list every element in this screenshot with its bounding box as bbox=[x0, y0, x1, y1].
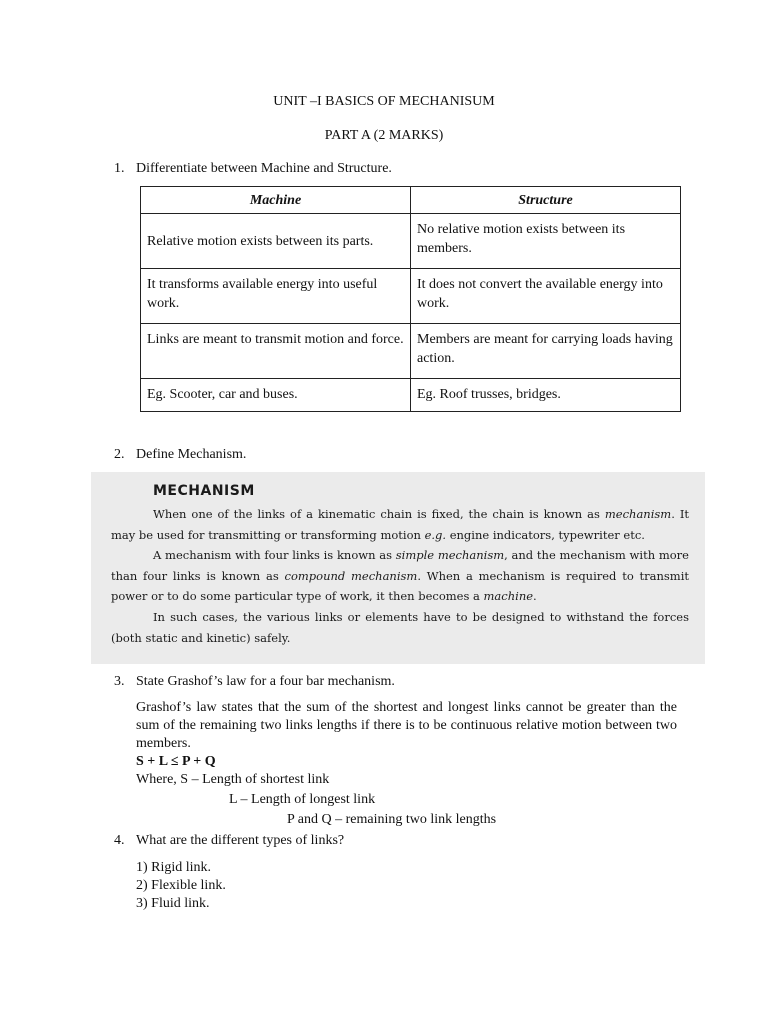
where-p-q: P and Q – remaining two link lengths bbox=[287, 812, 497, 827]
table-row bbox=[141, 379, 681, 412]
question-2-text: Define Mechanism. bbox=[136, 447, 247, 462]
question-3-number: 3. bbox=[114, 674, 125, 689]
question-1 bbox=[114, 161, 392, 177]
table-cell: No relative motion exists between its members. bbox=[411, 214, 681, 269]
mechanism-definition-box bbox=[91, 472, 705, 664]
mechanism-paragraph-3: In such cases, the various links or elements have to be designed to withstand the forces (both static and kinetic) safely. bbox=[111, 610, 689, 645]
list-item: 1) Rigid link. bbox=[136, 860, 212, 875]
where-shortest: Where, S – Length of shortest link bbox=[136, 772, 330, 787]
table-cell: Members are meant for carrying loads having action. bbox=[411, 324, 681, 379]
list-item: 2) Flexible link. bbox=[136, 878, 226, 893]
unit-title: UNIT –I BASICS OF MECHANISUM bbox=[273, 94, 495, 109]
term-compound-mechanism: compound mechanism bbox=[284, 568, 418, 583]
mechanism-paragraph-1: When one of the links of a kinematic chain is fixed, the chain is known as mechanism. It may be used for transmitting or transforming motion e.g. engine indicators, typewriter etc. bbox=[111, 507, 689, 542]
comparison-table bbox=[140, 186, 681, 412]
where-longest: L – Length of longest link bbox=[229, 792, 376, 807]
question-3 bbox=[114, 674, 395, 690]
question-4-number: 4. bbox=[114, 833, 125, 848]
question-1-number: 1. bbox=[114, 161, 125, 176]
table-header-structure: Structure bbox=[411, 187, 681, 214]
table-cell: Eg. Roof trusses, bridges. bbox=[411, 379, 681, 412]
question-2-number: 2. bbox=[114, 447, 125, 462]
table-cell: Links are meant to transmit motion and force. bbox=[141, 324, 411, 379]
table-cell: It transforms available energy into useful work. bbox=[141, 269, 411, 324]
grashof-formula: S + L ≤ P + Q bbox=[136, 754, 216, 769]
link-type-list bbox=[136, 859, 226, 913]
question-4 bbox=[114, 833, 344, 849]
table-header-machine: Machine bbox=[141, 187, 411, 214]
question-1-text: Differentiate between Machine and Structure. bbox=[136, 161, 392, 176]
term-mechanism: mechanism bbox=[604, 507, 672, 521]
question-3-text: State Grashof’s law for a four bar mechanism. bbox=[136, 674, 395, 689]
table-cell: It does not convert the available energy into work. bbox=[411, 269, 681, 324]
list-item: 3) Fluid link. bbox=[136, 896, 210, 911]
mechanism-heading: MECHANISM bbox=[153, 483, 255, 499]
mechanism-paragraph-2: A mechanism with four links is known as simple mechanism, and the mechanism with more than four links is known as compound mechanism. When a mechanism is required to transmit power or to do some particular type of work, it then becomes a machine. bbox=[111, 548, 689, 603]
grashof-law-answer: Grashof’s law states that the sum of the shortest and longest links cannot be greater than the sum of the remaining two links lengths if there is to be continuous relative motion between two members. bbox=[136, 700, 677, 751]
question-4-text: What are the different types of links? bbox=[136, 833, 345, 848]
table-row bbox=[141, 269, 681, 324]
term-machine: machine bbox=[483, 589, 534, 603]
table-cell: Eg. Scooter, car and buses. bbox=[141, 379, 411, 412]
table-row bbox=[141, 324, 681, 379]
table-header-row bbox=[141, 187, 681, 214]
question-2 bbox=[114, 447, 246, 463]
part-heading: PART A (2 MARKS) bbox=[324, 128, 444, 143]
table-cell: Relative motion exists between its parts. bbox=[141, 214, 411, 269]
term-simple-mechanism: simple mechanism bbox=[395, 548, 505, 562]
table-row bbox=[141, 214, 681, 269]
